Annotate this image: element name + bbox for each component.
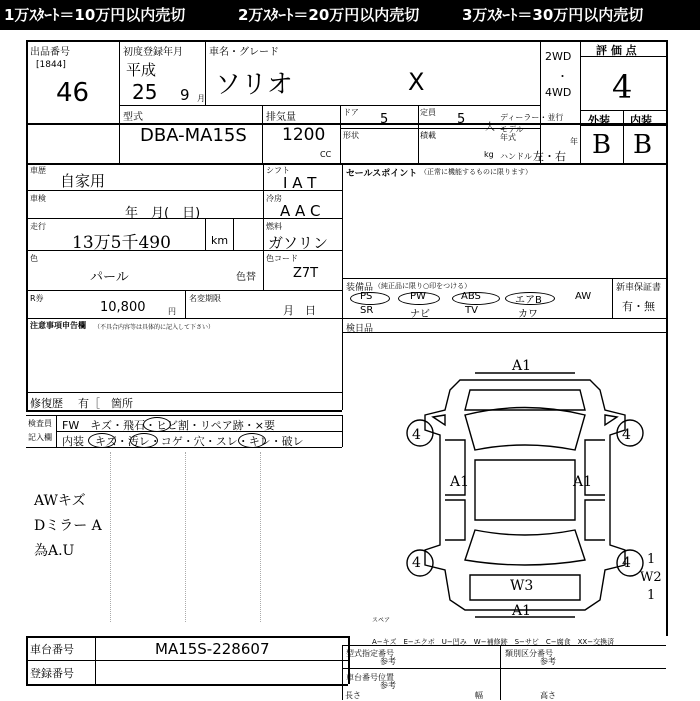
doors-label: ドア xyxy=(343,108,359,117)
month-unit: 月 xyxy=(197,94,205,103)
registration-year: 25 xyxy=(132,80,158,104)
color-label: 色 xyxy=(30,254,38,263)
notes-label: 注意事項申告欄 xyxy=(30,321,86,330)
capacity-value: 5 xyxy=(457,112,466,127)
inspection-label: 車検 xyxy=(30,194,46,203)
color-code-label: 色コード xyxy=(266,254,298,263)
equip-airbag: エアB xyxy=(515,295,542,306)
fuel-label: 燃料 xyxy=(266,222,282,231)
handle-value: 左・右 xyxy=(533,150,566,163)
cargo-label: 積載 xyxy=(420,131,436,140)
rating-score: 4 xyxy=(612,68,633,106)
equip-abs: ABS xyxy=(461,291,481,302)
warranty-label: 新車保証書 xyxy=(616,283,662,293)
dealer-label: ディーラー・並行 xyxy=(500,113,564,122)
drive-2wd: 2WD xyxy=(545,50,572,63)
equip-leather: カワ xyxy=(518,309,538,320)
shift-value: I A T xyxy=(283,174,317,192)
mark-left: A1 xyxy=(450,474,470,490)
displacement-value: 1200 xyxy=(282,125,326,145)
mark-right: A1 xyxy=(573,474,593,490)
sales-point-sublabel: （正常に機能するものに限ります） xyxy=(420,168,532,176)
size-width: 幅 xyxy=(475,691,483,700)
model-grade: X xyxy=(408,68,425,96)
doors-value: 5 xyxy=(380,112,389,127)
equip-sr: SR xyxy=(360,305,374,316)
size-length: 長さ xyxy=(345,691,361,700)
equip-tv: TV xyxy=(465,305,478,316)
exterior-grade: B xyxy=(592,130,612,160)
color-value: パール xyxy=(90,270,129,285)
mark-front: A1 xyxy=(512,358,532,374)
recycle-label: R券 xyxy=(30,294,44,303)
registration-month: 9 xyxy=(180,86,190,104)
history-value: 自家用 xyxy=(60,172,106,190)
mileage-unit: km xyxy=(211,234,229,247)
equipment-sublabel: （純正品に限り○印をつける） xyxy=(374,282,472,290)
mark-fl-wheel: 4 xyxy=(412,427,421,443)
repair-label: 修復歴 xyxy=(30,397,63,410)
interior-label: 内装 xyxy=(630,114,652,127)
fuel-value: ガソリン xyxy=(268,234,329,252)
color-code-value: Z7T xyxy=(293,266,319,281)
shift-label: シフト xyxy=(266,166,290,175)
inspector-key-label-2: 記入欄 xyxy=(28,433,52,442)
shape-label: 形状 xyxy=(343,131,359,140)
equip-aw: AW xyxy=(575,291,592,302)
size-height: 高さ xyxy=(540,691,556,700)
ac-label: 冷房 xyxy=(266,194,282,203)
drive-dot: ・ xyxy=(557,70,568,83)
class-ref: 参考 xyxy=(540,657,556,666)
handle-label: ハンドル xyxy=(500,152,532,161)
color-change-label: 色替 xyxy=(236,272,256,283)
model-label: 車名・グレード xyxy=(209,47,279,58)
drive-4wd: 4WD xyxy=(545,86,572,99)
recycle-unit: 円 xyxy=(168,307,176,316)
rule-3: 3万ｽﾀｰﾄ＝30万円以内売切 xyxy=(462,6,644,24)
handwritten-note-3: 為A.U xyxy=(34,543,75,559)
damage-legend: A−キズ E−エクボ U−凹み W−補修跡 S−サビ C−腐食 XX−交換済 xyxy=(372,638,615,646)
inspection-value: 年 月( 日) xyxy=(125,206,201,221)
model-year-unit: 年 xyxy=(570,137,578,146)
displacement-label: 排気量 xyxy=(266,112,296,123)
type-value: DBA-MA15S xyxy=(140,125,247,146)
chassis-position-label: 車台番号位置 xyxy=(346,673,394,682)
registration-number-label: 登録番号 xyxy=(30,667,74,680)
mark-fr-wheel: 4 xyxy=(622,427,631,443)
chassis-position-ref: 参考 xyxy=(380,681,396,690)
rating-label: 評 価 点 xyxy=(596,44,637,57)
name-change-label: 名変期限 xyxy=(189,294,221,303)
type-label: 型式 xyxy=(123,112,143,123)
inspection-key-row-1: FW キズ・飛石・ヒビ割・リペア跡・×要 xyxy=(62,419,275,432)
rule-2: 2万ｽﾀｰﾄ＝20万円以内売切 xyxy=(238,6,420,24)
notes-sublabel: （不具合内容等は具体的に記入して下さい） xyxy=(94,324,215,331)
exterior-label: 外装 xyxy=(588,114,610,127)
mileage-label: 走行 xyxy=(30,222,46,231)
ac-value: A A C xyxy=(280,202,321,220)
inspector-label: 検日品 xyxy=(346,324,374,334)
name-change-value: 月 日 xyxy=(283,304,316,317)
mark-rr-wheel: 4 xyxy=(622,555,631,571)
mileage-value: 13万5千490 xyxy=(72,233,171,253)
spare-label: スペア xyxy=(372,617,391,624)
mark-side-note-2: W2 xyxy=(640,570,662,585)
spec-label: 型式指定番号 xyxy=(346,649,394,658)
mark-rear: A1 xyxy=(512,603,532,619)
capacity-label: 定員 xyxy=(420,108,436,117)
auction-rules-banner xyxy=(0,0,700,30)
equip-ps: PS xyxy=(360,291,373,302)
lot-number: 46 xyxy=(56,78,90,108)
mark-rear-center: W3 xyxy=(510,578,534,594)
mark-rl-wheel: 4 xyxy=(412,555,421,571)
repair-value: 有［ 箇所 xyxy=(78,397,133,410)
chassis-value: MA15S-228607 xyxy=(155,640,270,658)
lot-label: 出品番号 xyxy=(30,47,70,58)
warranty-value: 有・無 xyxy=(622,300,655,313)
equip-pw: PW xyxy=(410,291,426,302)
equip-navi: ナビ xyxy=(410,309,430,320)
spec-ref: 参考 xyxy=(380,657,396,666)
recycle-value: 10,800 xyxy=(100,300,146,315)
inspection-key-row-2: 内装 キズ・汚レ・コゲ・穴・スレ・キレ・破レ xyxy=(62,435,304,448)
equipment-label: 装備品 xyxy=(346,283,374,293)
displacement-unit: CC xyxy=(320,150,332,159)
handwritten-note-1: AWキズ xyxy=(34,493,86,509)
lot-code: [1844] xyxy=(36,60,66,70)
sales-point-label: セールスポイント xyxy=(346,169,418,179)
mark-side-note-1: 1 xyxy=(647,552,656,567)
model-year-label: モデル 年式 xyxy=(500,125,524,142)
chassis-label: 車台番号 xyxy=(30,643,74,656)
rule-1: 1万ｽﾀｰﾄ＝10万円以内売切 xyxy=(4,6,186,24)
mark-side-note-3: 1 xyxy=(647,588,656,603)
model-name: ソリオ xyxy=(215,70,293,100)
class-label: 類別区分番号 xyxy=(505,649,553,658)
handwritten-note-2: Dミラー A xyxy=(34,518,102,534)
cargo-unit: kg xyxy=(484,150,494,159)
registration-label: 初度登録年月 xyxy=(123,47,183,58)
registration-era: 平成 xyxy=(126,61,157,79)
history-label: 車歴 xyxy=(30,166,46,175)
capacity-unit: 人 xyxy=(485,122,495,133)
interior-grade: B xyxy=(633,130,653,160)
inspector-key-label-1: 検査員 xyxy=(28,419,52,428)
